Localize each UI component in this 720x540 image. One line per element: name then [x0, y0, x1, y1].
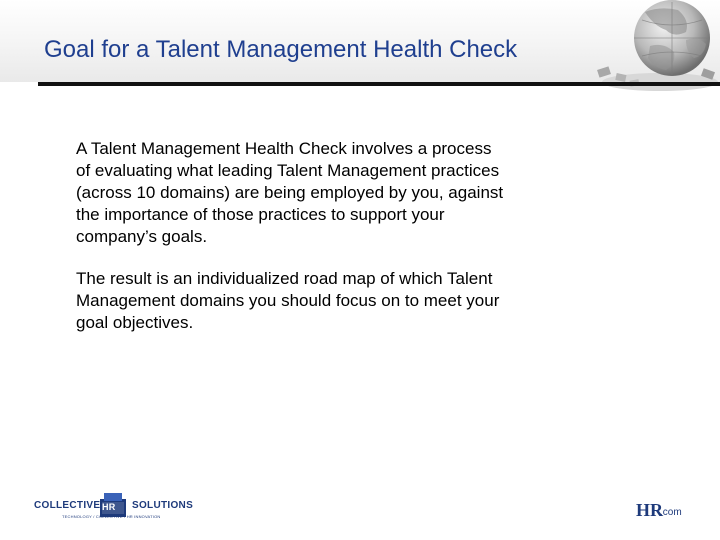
paragraph-1: A Talent Management Health Check involves a process of evaluating what leading Talent Management practices (across 10 domains) are being employed by you, against the importance of those practices to support your company’s goals. [76, 139, 504, 246]
title-underline [38, 82, 720, 86]
logo-mark-hr: HR [102, 502, 116, 512]
logo-tagline: TECHNOLOGY / COLLECTIVE / HR INNOVATION [62, 514, 161, 519]
hr-logo-suffix: .com [660, 507, 682, 518]
body-text [76, 138, 506, 354]
collective-hr-solutions-logo [34, 490, 194, 524]
hr-dot-com-logo [636, 500, 696, 522]
logo-word-collective: COLLECTIVE [34, 500, 101, 511]
logo-word-solutions: SOLUTIONS [132, 500, 194, 511]
paragraph-2: The result is an individualized road map of which Talent Management domains you should focus on to meet your goal objectives. [76, 269, 500, 332]
slide-title: Goal for a Talent Management Health Check [44, 36, 518, 63]
hr-logo-mark: HR [636, 500, 663, 520]
puzzle-globe-image [590, 0, 720, 95]
